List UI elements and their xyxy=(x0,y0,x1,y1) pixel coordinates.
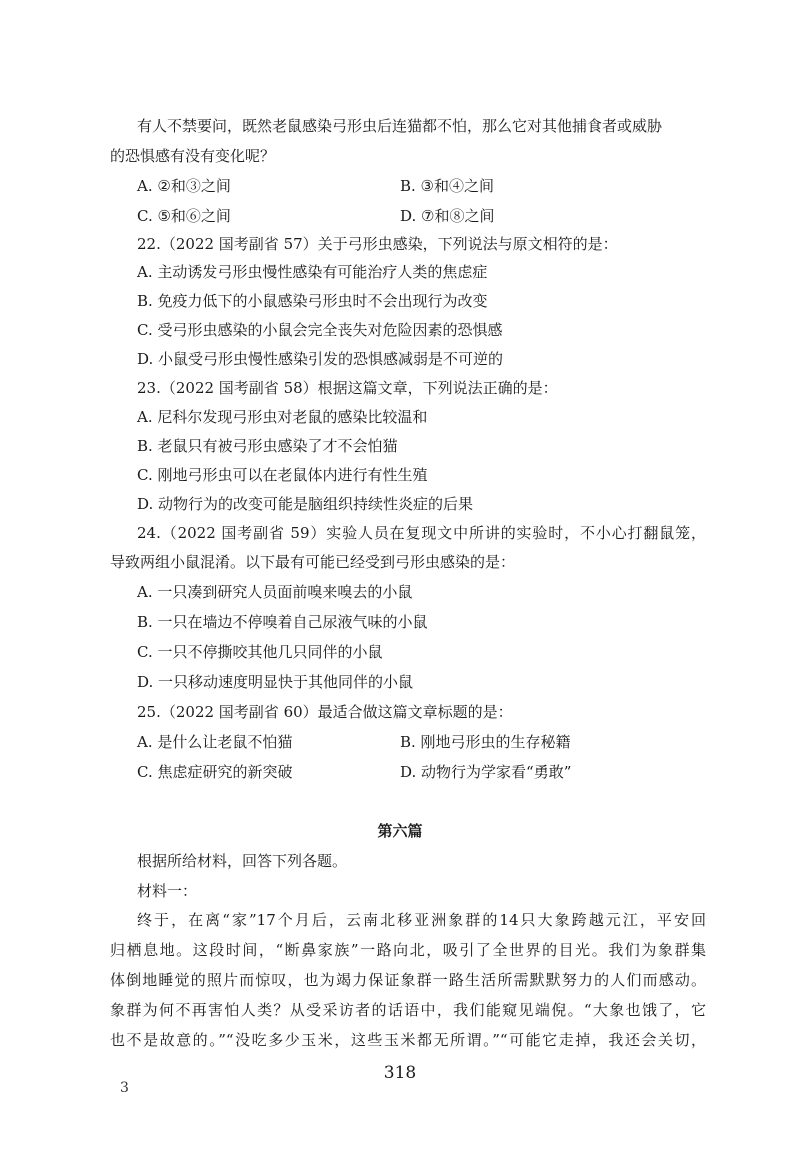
question-24-option-b: B. 一只在墙边不停嗅着自己尿液气味的小鼠 xyxy=(137,613,428,631)
question-23-stem: 23.（2022 国考副省 58）根据这篇文章，下列说法正确的是： xyxy=(137,379,558,397)
paragraph-line-2: 归栖息地。这段时间，“断鼻家族”一路向北，吸引了全世界的目光。我们为象群集 xyxy=(110,941,706,959)
question-23-option-b: B. 老鼠只有被弓形虫感染了才不会怕猫 xyxy=(137,437,398,455)
question-25-option-c: C. 焦虑症研究的新突破 xyxy=(137,763,293,781)
question-24-option-c: C. 一只不停撕咬其他几只同伴的小鼠 xyxy=(137,643,383,661)
intro-option-a: A. ②和③之间 xyxy=(137,177,231,195)
section-title: 第六篇 xyxy=(377,822,423,840)
question-22-stem: 22.（2022 国考副省 57）关于弓形虫感染，下列说法与原文相符的是： xyxy=(137,235,618,253)
question-24-option-a: A. 一只凑到研究人员面前嗅来嗅去的小鼠 xyxy=(137,583,413,601)
question-22-option-a: A. 主动诱发弓形虫慢性感染有可能治疗人类的焦虑症 xyxy=(137,263,488,281)
material-label: 材料一： xyxy=(137,882,198,900)
question-23-option-a: A. 尼科尔发现弓形虫对老鼠的感染比较温和 xyxy=(137,408,428,426)
question-22-option-b: B. 免疫力低下的小鼠感染弓形虫时不会出现行为改变 xyxy=(137,292,488,310)
page-number: 318 xyxy=(383,1063,417,1083)
intro-line-2: 的恐惧感有没有变化呢？ xyxy=(110,147,276,165)
corner-mark: 3 xyxy=(120,1080,129,1096)
question-23-option-c: C. 刚地弓形虫可以在老鼠体内进行有性生殖 xyxy=(137,466,428,484)
question-22-option-d: D. 小鼠受弓形虫慢性感染引发的恐惧感减弱是不可逆的 xyxy=(137,350,504,368)
paragraph-line-4: 象群为何不再害怕人类？从受采访者的话语中，我们能窥见端倪。“大象也饿了，它 xyxy=(110,1001,706,1019)
question-25-option-b: B. 刚地弓形虫的生存秘籍 xyxy=(400,733,571,751)
intro-option-d: D. ⑦和⑧之间 xyxy=(400,207,495,225)
question-24-stem-line-2: 导致两组小鼠混淆。以下最有可能已经受到弓形虫感染的是： xyxy=(110,553,516,571)
intro-option-b: B. ③和④之间 xyxy=(400,177,495,195)
section-instruction: 根据所给材料，回答下列各题。 xyxy=(137,852,348,870)
intro-line-1: 有人不禁要问，既然老鼠感染弓形虫后连猫都不怕，那么它对其他捕食者或威胁 xyxy=(137,117,663,135)
question-25-option-d: D. 动物行为学家看“勇敢” xyxy=(400,763,572,781)
question-23-option-d: D. 动物行为的改变可能是脑组织持续性炎症的后果 xyxy=(137,495,474,513)
intro-option-c: C. ⑤和⑥之间 xyxy=(137,207,231,225)
question-25-option-a: A. 是什么让老鼠不怕猫 xyxy=(137,733,293,751)
question-24-stem-line-1: 24.（2022 国考副省 59）实验人员在复现文中所讲的实验时，不小心打翻鼠笼， xyxy=(137,524,706,542)
question-24-option-d: D. 一只移动速度明显快于其他同伴的小鼠 xyxy=(137,673,414,691)
question-25-stem: 25.（2022 国考副省 60）最适合做这篇文章标题的是： xyxy=(137,703,513,721)
paragraph-line-1: 终于，在离“家”17个月后，云南北移亚洲象群的14只大象跨越元江，平安回 xyxy=(137,911,706,929)
paragraph-line-3: 体倒地睡觉的照片而惊叹，也为竭力保证象群一路生活所需默默努力的人们而感动。 xyxy=(110,971,706,989)
paragraph-line-5: 也不是故意的。”“没吃多少玉米，这些玉米都无所谓。”“可能它走掉，我还会关切， xyxy=(110,1031,706,1049)
question-22-option-c: C. 受弓形虫感染的小鼠会完全丧失对危险因素的恐惧感 xyxy=(137,321,503,339)
